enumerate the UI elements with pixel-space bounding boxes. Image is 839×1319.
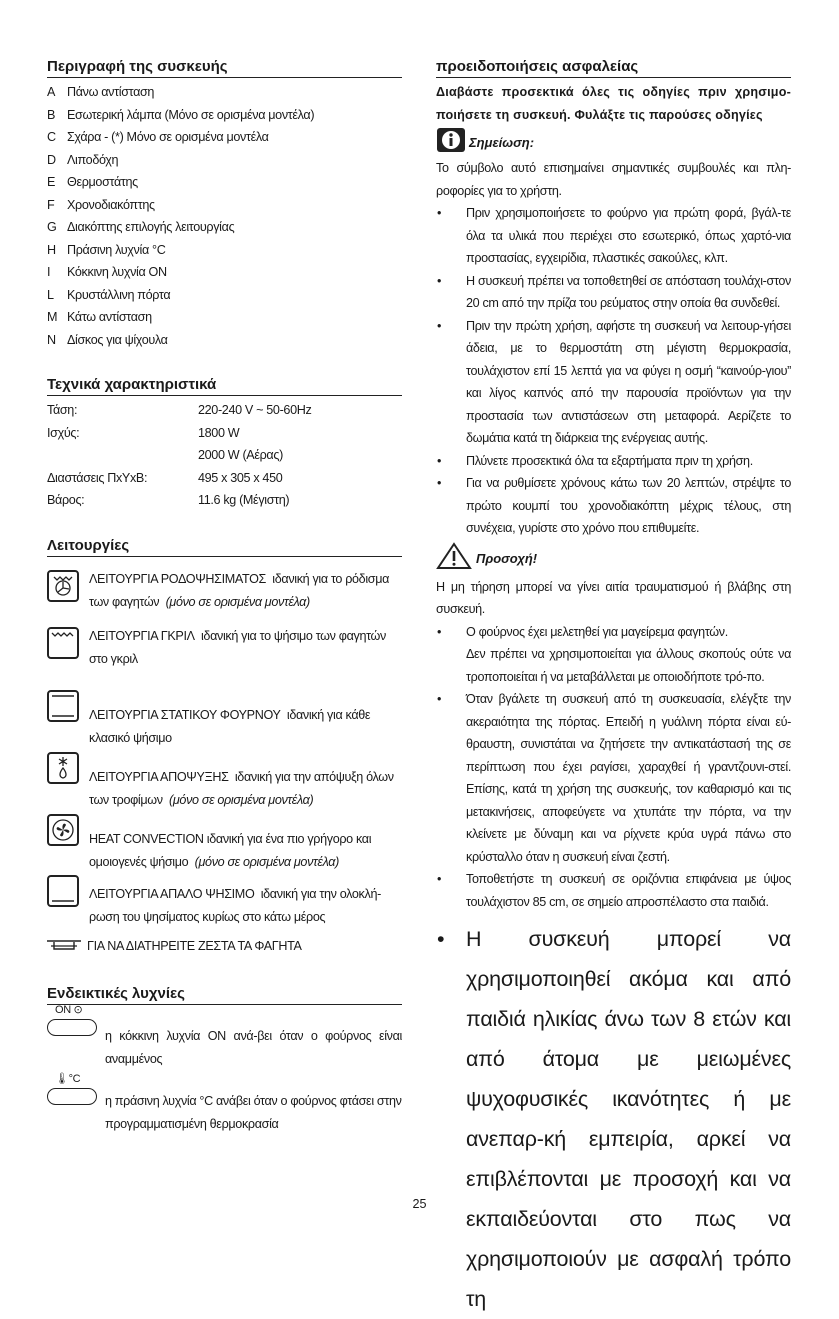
function-note: (μόνο σε ορισμένα μοντέλα)	[169, 793, 313, 807]
function-static	[47, 688, 402, 738]
specs-table	[47, 399, 402, 512]
spec-row	[47, 399, 402, 422]
thermometer-icon: 🌡	[55, 1073, 69, 1085]
function-desc: ιδανική για την ολοκλή-ρωση του ψησίματος κυρίως στο κάτω μέρος	[89, 887, 381, 924]
item-key: D	[47, 149, 67, 172]
red-lamp-icon	[47, 1019, 97, 1036]
function-note: (μόνο σε ορισμένα μοντέλα)	[195, 855, 339, 869]
note-label: Σημείωση:	[469, 135, 534, 150]
item-text: Δίσκος για ψίχουλα	[67, 329, 168, 352]
item-key: B	[47, 104, 67, 127]
list-item	[47, 284, 402, 307]
spec-value: 2000 W (Αέρας)	[198, 444, 283, 467]
warning-bullet: • Όταν βγάλετε τη συσκευή από τη συσκευασία, ελέγξτε την ακεραιότητα της πόρτας. Επειδή η γυάλινη πόρτα είναι εύ-θραυστη, συνιστάται να ζητήσετε την αντικατάστασή της σε περίπτωση που έχει ραγίσει, χαραχθεί ή γραντζουνι-στεί. Επίσης, κατά τη χρήση της συσκευής, τον καθαρισμό και τις μετακινήσεις, αποφεύγετε να χτυπάτε την πόρτα, να την κλείνετε με δύναμη και να ρίχνετε κρύα υγρά πάνω στο κρύσταλλο όταν η συσκευή είναι ζεστή.	[436, 688, 791, 868]
warning-heading	[436, 542, 791, 576]
list-item	[47, 306, 402, 329]
warning-text: Η μη τήρηση μπορεί να γίνει αιτία τραυματισμού ή βλάβης στη συσκευή.	[436, 576, 791, 621]
list-item	[47, 81, 402, 104]
spec-value: 495 x 305 x 450	[198, 467, 282, 490]
item-key: I	[47, 261, 67, 284]
item-text: Κάτω αντίσταση	[67, 306, 152, 329]
grill-icon	[47, 627, 79, 659]
item-key: L	[47, 284, 67, 307]
function-desc: ιδανική για την απόψυξη όλων των τροφίμων	[89, 770, 394, 807]
item-key: G	[47, 216, 67, 239]
item-text: Κόκκινη λυχνία ON	[67, 261, 167, 284]
list-item	[47, 216, 402, 239]
list-item	[47, 171, 402, 194]
bullet-text: Δεν πρέπει να χρησιμοποιείται για άλλους σκοπούς ούτε να τροποποιείται ή να μεταβάλλεται με οποιοδήποτε τρό-πο.	[466, 643, 791, 688]
lamp-red-text: η κόκκινη λυχνία ON ανά-βει όταν ο φούρνος είναι αναμμένος	[105, 1025, 402, 1070]
item-text: Σχάρα - (*) Μόνο σε ορισμένα μοντέλα	[67, 126, 269, 149]
spec-label: Διαστάσεις ΠxΥxB:	[47, 467, 198, 490]
item-text: Θερμοστάτης	[67, 171, 138, 194]
function-heat-convection	[47, 812, 402, 862]
specs-section	[47, 376, 402, 512]
keep-warm-label: ΓΙΑ ΝΑ ΔΙΑΤΗΡΕΙΤΕ ΖΕΣΤΑ ΤΑ ΦΑΓΗΤΑ	[87, 935, 302, 958]
function-grill	[47, 625, 402, 675]
specs-title: Τεχνικά χαρακτηριστικά	[47, 376, 402, 396]
warning-bullets	[436, 621, 791, 1319]
function-desc: ιδανική για ένα πιο γρήγορο και ομοιογενές ψήσιμο	[89, 832, 371, 869]
item-text: Κρυστάλλινη πόρτα	[67, 284, 170, 307]
spec-value: 1800 W	[198, 422, 239, 445]
note-bullet: • Πριν χρησιμοποιήσετε το φούρνο για πρώτη φορά, βγάλ-τε όλα τα υλικά που περιέχει στο εσωτερικό, όπως χαρτό-νια προστασίας, εγχειρίδια, πλαστικές σακούλες, κλπ.	[436, 202, 791, 270]
list-item	[47, 126, 402, 149]
list-item	[47, 329, 402, 352]
safety-intro: Διαβάστε προσεκτικά όλες τις οδηγίες πριν χρησιμο-ποιήσετε τη συσκευή. Φυλάξτε τις παρούσες οδηγίες	[436, 81, 791, 126]
defrost-icon	[47, 752, 79, 784]
item-key: E	[47, 171, 67, 194]
note-text: Το σύμβολο αυτό επισημαίνει σημαντικές συμβουλές και πλη-ροφορίες για το χρήστη.	[436, 157, 791, 202]
keep-warm-icon	[47, 938, 81, 962]
list-item	[47, 194, 402, 217]
item-text: Λιποδόχη	[67, 149, 118, 172]
info-icon	[436, 127, 466, 158]
description-title: Περιγραφή της συσκευής	[47, 58, 402, 78]
function-name: ΛΕΙΤΟΥΡΓΙΑ ΣΤΑΤΙΚΟΥ ΦΟΥΡΝΟΥ	[89, 708, 281, 722]
page-number: 25	[0, 1197, 839, 1211]
item-text: Εσωτερική λάμπα (Μόνο σε ορισμένα μοντέλα)	[67, 104, 314, 127]
spec-label	[47, 444, 198, 467]
note-bullet: • Η συσκευή πρέπει να τοποθετηθεί σε απόσταση τουλάχι-στον 20 cm από την πρίζα του ρεύματος στην οποία θα συνδεθεί.	[436, 270, 791, 315]
note-bullets	[436, 202, 791, 540]
functions-section	[47, 537, 402, 560]
function-name: ΛΕΙΤΟΥΡΓΙΑ ΑΠΑΛΟ ΨΗΣΙΜΟ	[89, 887, 254, 901]
item-text: Πράσινη λυχνία °C	[67, 239, 165, 262]
lamp-green-text: η πράσινη λυχνία °C ανάβει όταν ο φούρνος φτάσει στην προγραμματισμένη θερμοκρασία	[105, 1090, 402, 1135]
list-item	[47, 104, 402, 127]
function-desc: ιδανική για το ψήσιμο των φαγητών στο γκριλ	[89, 629, 386, 666]
function-name: ΛΕΙΤΟΥΡΓΙΑ ΑΠΟΨΥΞΗΣ	[89, 770, 229, 784]
description-section	[47, 58, 402, 351]
warning-label: Προσοχή!	[476, 551, 537, 566]
note-heading	[436, 127, 791, 157]
function-name: ΛΕΙΤΟΥΡΓΙΑ ΡΟΔΟΨΗΣΙΜΑΤΟΣ	[89, 572, 266, 586]
function-name: HEAT CONVECTION	[89, 832, 204, 846]
bullet-text: • Ο φούρνος έχει μελετηθεί για μαγείρεμα φαγητών.	[466, 621, 791, 644]
spec-row	[47, 422, 402, 445]
warning-bullet	[436, 621, 791, 689]
spec-value: 220-240 V ~ 50-60Hz	[198, 399, 311, 422]
description-list	[47, 81, 402, 351]
item-text: Πάνω αντίσταση	[67, 81, 154, 104]
list-item	[47, 149, 402, 172]
item-text: Διακόπτης επιλογής λειτουργίας	[67, 216, 234, 239]
lamp-on-label: ON ⊙	[55, 1003, 82, 1017]
spec-label: Ισχύς:	[47, 422, 198, 445]
spec-label: Τάση:	[47, 399, 198, 422]
warning-icon	[436, 542, 472, 575]
spec-label: Βάρος:	[47, 489, 198, 512]
function-defrost	[47, 750, 402, 800]
function-desc: ιδανική για το ρόδισμα των φαγητών	[89, 572, 389, 609]
rotisserie-icon	[47, 570, 79, 602]
static-oven-icon	[47, 690, 79, 722]
item-text: Χρονοδιακόπτης	[67, 194, 155, 217]
list-item	[47, 239, 402, 262]
green-lamp-icon	[47, 1088, 97, 1105]
function-desc: ιδανική για κάθε κλασικό ψήσιμο	[89, 708, 370, 745]
lamp-temp-label: 🌡°C	[55, 1072, 80, 1086]
function-bottom-heat	[47, 873, 402, 923]
functions-title: Λειτουργίες	[47, 537, 402, 557]
lamps-title: Ενδεικτικές λυχνίες	[47, 985, 402, 1005]
function-name: ΛΕΙΤΟΥΡΓΙΑ ΓΚΡΙΛ	[89, 629, 195, 643]
note-bullet: • Πλύνετε προσεκτικά όλα τα εξαρτήματα πριν τη χρήση.	[436, 450, 791, 473]
warning-bullet: • Τοποθετήστε τη συσκευή σε οριζόντια επιφάνεια με ύψος τουλάχιστον 85 cm, σε σημείο απροσπέλαστο στα παιδιά.	[436, 868, 791, 913]
safety-title: προειδοποιήσεις ασφαλείας	[436, 58, 791, 78]
spec-row	[47, 489, 402, 512]
note-bullet: • Για να ρυθμίσετε χρόνους κάτω των 20 λεπτών, στρέψτε το πρώτο κουμπί του χρονοδιακόπτη μέχρις τέλους, στη συνέχεια, γυρίστε στο χρόνο που επιθυμείτε.	[436, 472, 791, 540]
spec-row	[47, 444, 402, 467]
item-key: N	[47, 329, 67, 352]
lamp-green	[47, 1072, 402, 1162]
item-key: H	[47, 239, 67, 262]
item-key: C	[47, 126, 67, 149]
function-rotisserie	[47, 568, 402, 618]
right-column	[436, 58, 791, 1319]
item-key: F	[47, 194, 67, 217]
spec-row	[47, 467, 402, 490]
item-key: M	[47, 306, 67, 329]
spec-value: 11.6 kg (Μέγιστη)	[198, 489, 289, 512]
item-key: A	[47, 81, 67, 104]
bottom-heat-icon	[47, 875, 79, 907]
note-bullet: • Πριν την πρώτη χρήση, αφήστε τη συσκευή να λειτουρ-γήσει άδεια, με το θερμοστάτη στη μέγιστη θερμοκρασία, τουλάχιστον επί 15 λεπτά για να φύγει η οσμή “καινούρ-γιου” και λίγος καπνός από την παρουσία προϊόντων για την προστασία των αντιστάσεων στη μεταφορά. Αερίζετε το δωμάτια κατά τη διάρκεια της ενέργειας αυτής.	[436, 315, 791, 450]
clock-icon: ⊙	[74, 1004, 83, 1016]
warning-bullet-large: • Η συσκευή μπορεί να χρησιμοποιηθεί ακόμα και από παιδιά ηλικίας άνω των 8 ετών και από άτομα με μειωμένες ψυχοφυσικές ικανότητες ή με ανεπαρ-κή εμπειρία, αρκεί να επιβλέπονται με προσοχή και να εκπαιδεύονται στο πως να χρησιμοποιούν με ασφαλή τρόπο τη	[436, 919, 791, 1319]
function-keep-warm	[47, 935, 402, 959]
function-note: (μόνο σε ορισμένα μοντέλα)	[166, 595, 310, 609]
fan-icon	[47, 814, 79, 846]
list-item	[47, 261, 402, 284]
